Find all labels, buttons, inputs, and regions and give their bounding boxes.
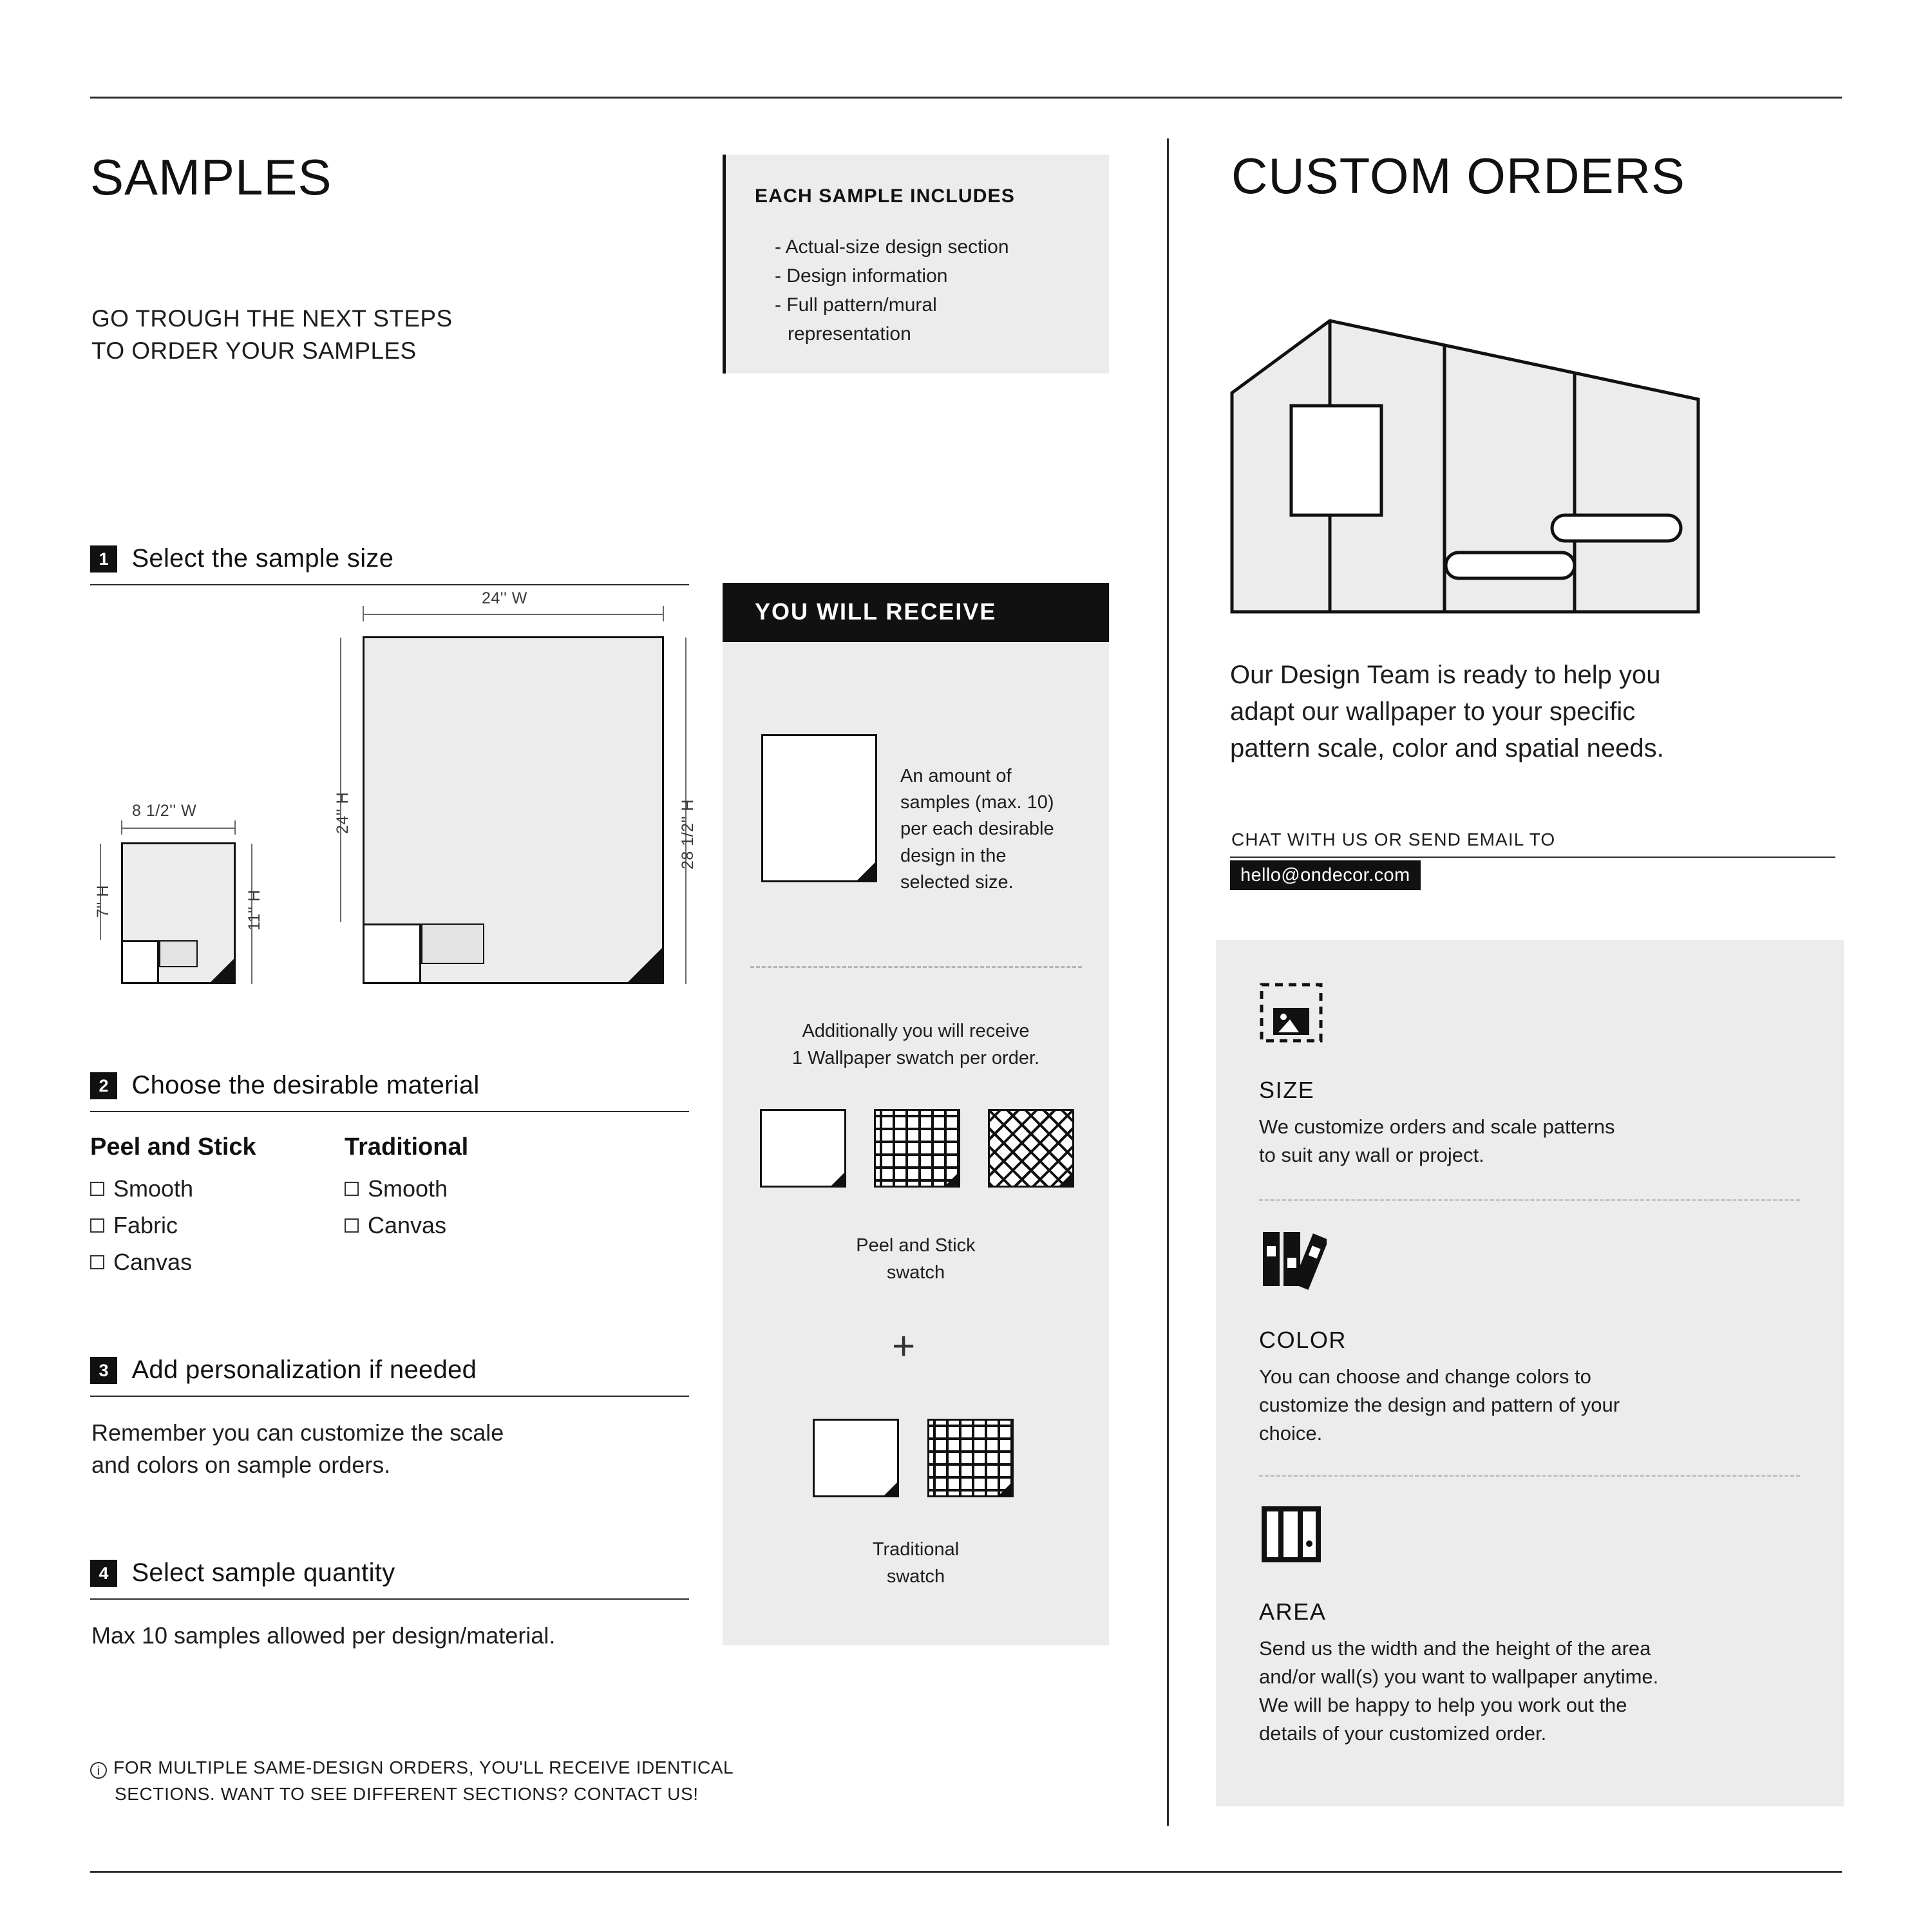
list-item: - Full pattern/mural [775, 294, 937, 316]
wall-area-icon [1259, 1504, 1323, 1568]
room-illustration [1227, 303, 1703, 621]
feature-separator-1 [1259, 1199, 1800, 1201]
feature-size-body [1259, 1113, 1819, 1170]
step-4-body: Max 10 samples allowed per design/material. [91, 1622, 556, 1649]
step-3-body [91, 1417, 690, 1482]
you-will-receive-title: YOU WILL RECEIVE [755, 598, 997, 625]
additional-line2: 1 Wallpaper swatch per order. [791, 1048, 1040, 1069]
step-3-rule [90, 1396, 689, 1397]
additional-swatch-text [723, 1018, 1109, 1072]
sample-sheet-corner-fold [855, 860, 877, 882]
trad-caption-line2: swatch [886, 1566, 945, 1587]
feature-area-title: AREA [1259, 1598, 1327, 1625]
peel-swatch-caption [723, 1232, 1109, 1286]
ywr-line: design in the [900, 845, 1007, 866]
small-sample-grey-block [159, 940, 198, 967]
peel-swatch-plain-corner [829, 1171, 846, 1188]
small-outer-height-label: 11'' H [245, 889, 263, 931]
receive-divider [750, 966, 1082, 968]
checkbox-icon[interactable] [345, 1182, 359, 1196]
material-option-label: Smooth [368, 1175, 448, 1202]
feature-area-body [1259, 1634, 1819, 1748]
big-inner-height-line [340, 638, 341, 922]
feature-separator-2 [1259, 1475, 1800, 1477]
material-col2-title: Traditional [345, 1133, 469, 1160]
custom-para-line1: Our Design Team is ready to help you [1230, 661, 1661, 689]
list-item: representation [788, 323, 911, 345]
samples-subtitle [91, 303, 453, 367]
small-inner-height-label: 7'' H [94, 885, 112, 918]
step-4-label: Select sample quantity [131, 1558, 395, 1587]
feature-body-line: We will be happy to help you work out the [1259, 1694, 1627, 1717]
feature-body-line: Send us the width and the height of the area [1259, 1637, 1651, 1660]
checkbox-icon[interactable] [345, 1218, 359, 1233]
big-width-tick-right [663, 606, 664, 621]
step-1-rule [90, 584, 689, 585]
checkbox-icon[interactable] [90, 1255, 104, 1269]
checkbox-icon[interactable] [90, 1218, 104, 1233]
email-link[interactable]: hello@ondecor.com [1230, 860, 1421, 890]
peel-swatch-diagonal-corner [1057, 1171, 1074, 1188]
material-option-peel-fabric[interactable] [90, 1212, 178, 1239]
info-icon: i [90, 1762, 107, 1779]
step-3-body-line1: Remember you can customize the scale [91, 1419, 504, 1446]
trad-swatch-plain-corner [882, 1481, 899, 1497]
top-rule [90, 97, 1842, 99]
you-will-receive-header [723, 583, 1109, 642]
step-2-header [90, 1071, 480, 1100]
big-sample-white-block [365, 923, 421, 982]
step-2-rule [90, 1111, 689, 1112]
step-3-number: 3 [90, 1357, 117, 1384]
feature-body-line: choice. [1259, 1422, 1323, 1445]
custom-para-line2: adapt our wallpaper to your specific [1230, 697, 1636, 726]
peel-swatch-grid-corner [943, 1171, 960, 1188]
feature-color-title: COLOR [1259, 1327, 1347, 1353]
step-4-number: 4 [90, 1560, 117, 1587]
big-width-dim-line [363, 614, 664, 615]
trad-swatch-caption [723, 1536, 1109, 1590]
small-width-dim-line [121, 828, 236, 829]
trad-caption-line1: Traditional [872, 1539, 960, 1560]
step-2-number: 2 [90, 1072, 117, 1099]
each-sample-includes-list [749, 232, 1097, 348]
checkbox-icon[interactable] [90, 1182, 104, 1196]
feature-color-body [1259, 1363, 1819, 1448]
trad-swatch-grid-corner [997, 1481, 1014, 1497]
each-sample-includes-title: EACH SAMPLE INCLUDES [755, 185, 1016, 207]
peel-caption-line1: Peel and Stick [856, 1235, 976, 1256]
feature-body-line: You can choose and change colors to [1259, 1365, 1591, 1388]
footnote [90, 1755, 927, 1807]
material-option-trad-canvas[interactable] [345, 1212, 446, 1239]
material-option-label: Fabric [113, 1212, 178, 1238]
small-width-tick-right [234, 820, 236, 835]
custom-orders-paragraph [1230, 657, 1823, 766]
image-frame-icon [1259, 982, 1323, 1046]
material-option-label: Canvas [113, 1249, 193, 1275]
list-item: - Design information [775, 265, 948, 287]
samples-title: SAMPLES [90, 149, 332, 205]
big-outer-height-label: 28 1/2'' H [679, 799, 697, 869]
big-sample-grey-block [421, 923, 484, 964]
step-4-rule [90, 1598, 689, 1600]
big-inner-height-label: 24'' H [334, 791, 352, 834]
samples-subtitle-line2: TO ORDER YOUR SAMPLES [91, 337, 417, 364]
ywr-line: selected size. [900, 871, 1014, 893]
feature-size-title: SIZE [1259, 1077, 1315, 1103]
chat-rule [1230, 857, 1835, 858]
list-item: - Actual-size design section [775, 236, 1009, 258]
feature-body-line: to suit any wall or project. [1259, 1144, 1484, 1167]
custom-para-line3: pattern scale, color and spatial needs. [1230, 734, 1664, 762]
step-3-body-line2: and colors on sample orders. [91, 1452, 391, 1479]
feature-body-line: We customize orders and scale patterns [1259, 1115, 1615, 1138]
small-sample-white-block [123, 940, 159, 982]
ywr-line: An amount of [900, 766, 1012, 786]
feature-body-line: and/or wall(s) you want to wallpaper anytime. [1259, 1665, 1659, 1689]
small-width-tick-left [121, 820, 122, 835]
material-option-peel-smooth[interactable] [90, 1175, 193, 1202]
bottom-rule [90, 1871, 1842, 1873]
ywr-line: per each desirable [900, 819, 1054, 840]
plus-symbol: + [892, 1324, 916, 1368]
additional-line1: Additionally you will receive [802, 1021, 1030, 1041]
feature-body-line: customize the design and pattern of your [1259, 1394, 1620, 1417]
custom-orders-title: CUSTOM ORDERS [1231, 147, 1685, 204]
chat-label: CHAT WITH US OR SEND EMAIL TO [1231, 829, 1556, 849]
material-option-label: Canvas [368, 1212, 447, 1238]
step-1-number: 1 [90, 545, 117, 573]
step-1-label: Select the sample size [131, 544, 394, 573]
step-1-header [90, 544, 393, 573]
samples-subtitle-line1: GO TROUGH THE NEXT STEPS [91, 305, 453, 332]
material-option-trad-smooth[interactable] [345, 1175, 448, 1202]
peel-caption-line2: swatch [886, 1262, 945, 1283]
big-sample-corner-fold [628, 946, 664, 982]
footnote-line2: SECTIONS. WANT TO SEE DIFFERENT SECTIONS? CONTACT US! [115, 1783, 699, 1804]
step-3-label: Add personalization if needed [131, 1356, 477, 1384]
small-sample-corner-fold [210, 959, 234, 983]
step-3-header [90, 1356, 477, 1385]
big-width-tick-left [363, 606, 364, 621]
small-width-label: 8 1/2'' W [132, 802, 197, 820]
column-divider [1167, 138, 1169, 1826]
you-will-receive-text [900, 763, 1094, 896]
step-2-label: Choose the desirable material [131, 1071, 480, 1099]
material-option-label: Smooth [113, 1175, 194, 1202]
big-width-label: 24'' W [482, 589, 527, 607]
material-option-peel-canvas[interactable] [90, 1249, 192, 1276]
feature-body-line: details of your customized order. [1259, 1722, 1547, 1745]
color-fan-icon [1259, 1227, 1327, 1294]
material-col1-title: Peel and Stick [90, 1133, 256, 1160]
step-4-header [90, 1558, 395, 1587]
ywr-line: samples (max. 10) [900, 792, 1054, 813]
footnote-line1: FOR MULTIPLE SAME-DESIGN ORDERS, YOU'LL RECEIVE IDENTICAL [113, 1757, 734, 1777]
